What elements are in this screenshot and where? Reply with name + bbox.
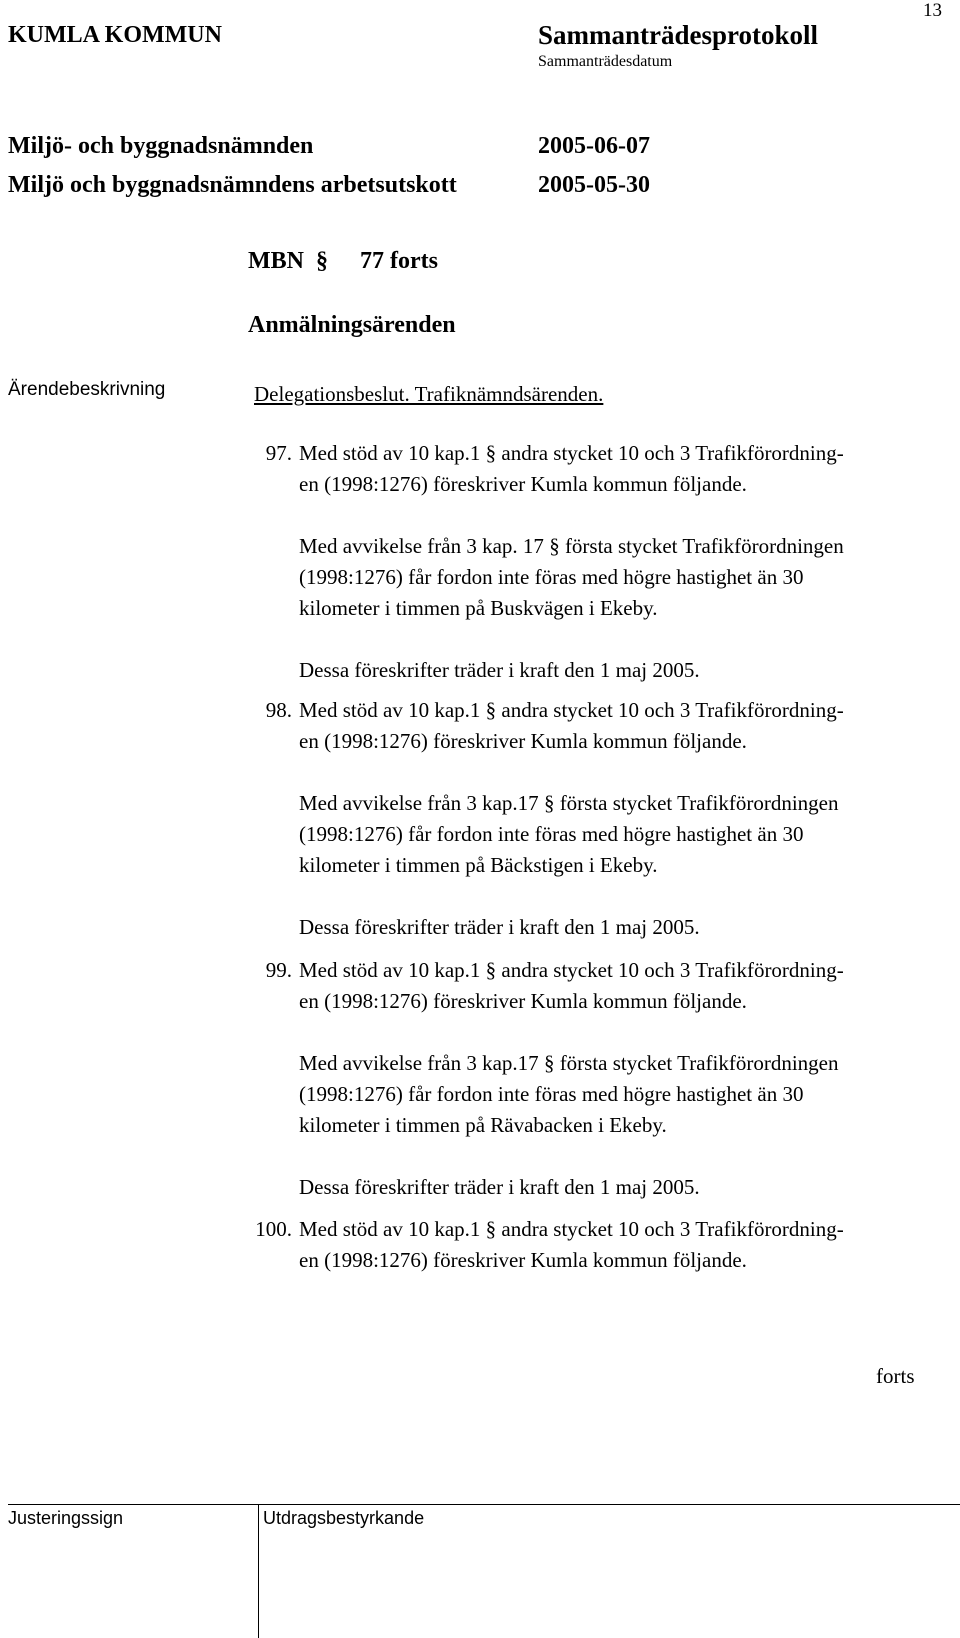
page-number: 13 (923, 0, 942, 21)
body-date-1: 2005-06-07 (538, 133, 650, 159)
subheading-text: Delegationsbeslut. Trafiknämndsärenden. (254, 382, 604, 406)
item-line: Med stöd av 10 kap.1 § andra stycket 10 och 3 Trafikförordning- (299, 441, 844, 465)
item-98 (299, 695, 949, 943)
section-symbol-icon: § (543, 1051, 555, 1075)
ref-number: 77 forts (360, 248, 438, 274)
body-name-1: Miljö- och byggnadsnämnden (8, 133, 314, 159)
item-line: Med stöd av 10 kap.1 § andra stycket 10 och 3 Trafikförordning- (299, 958, 844, 982)
section-symbol-icon: § (485, 1217, 497, 1241)
item-line: en (1998:1276) föreskriver Kumla kommun följande. (299, 989, 747, 1013)
item-line: (1998:1276) får fordon inte föras med högre hastighet än 30 (299, 565, 804, 589)
item-line: en (1998:1276) föreskriver Kumla kommun följande. (299, 472, 747, 496)
item-line: Med stöd av 10 kap.1 § andra stycket 10 och 3 Trafikförordning- (299, 698, 844, 722)
item-number: 98. (265, 698, 292, 722)
item-line: en (1998:1276) föreskriver Kumla kommun följande. (299, 1248, 747, 1272)
item-line: Med stöd av 10 kap.1 § andra stycket 10 och 3 Trafikförordning- (299, 1217, 844, 1241)
footer-right-label: Utdragsbestyrkande (263, 1508, 425, 1528)
org-name: KUMLA KOMMUN (8, 22, 222, 48)
item-line: Med avvikelse från 3 kap.17 § första stycket Trafikförordningen (299, 1051, 839, 1075)
item-line: Dessa föreskrifter träder i kraft den 1 maj 2005. (299, 658, 700, 682)
section-symbol-icon: § (543, 791, 555, 815)
item-number: 99. (265, 958, 292, 982)
item-line: (1998:1276) får fordon inte föras med högre hastighet än 30 (299, 1082, 804, 1106)
item-line: kilometer i timmen på Buskvägen i Ekeby. (299, 596, 658, 620)
item-99 (299, 955, 949, 1203)
item-line: en (1998:1276) föreskriver Kumla kommun följande. (299, 729, 747, 753)
item-line: Dessa föreskrifter träder i kraft den 1 maj 2005. (299, 915, 700, 939)
footer-divider (258, 1504, 259, 1638)
item-100 (299, 1214, 949, 1276)
section-symbol-icon: § (485, 698, 497, 722)
item-number: 100. (255, 1217, 292, 1241)
section-symbol-icon: § (485, 958, 497, 982)
body-date-2: 2005-05-30 (538, 172, 650, 198)
item-line: (1998:1276) får fordon inte föras med högre hastighet än 30 (299, 822, 804, 846)
item-line: Med avvikelse från 3 kap. 17 § första stycket Trafikförordningen (299, 534, 844, 558)
doc-title: Sammanträdesprotokoll (538, 20, 819, 50)
section-ref (248, 248, 438, 275)
body-name-2: Miljö och byggnadsnämndens arbetsutskott (8, 172, 457, 198)
section-title: Anmälningsärenden (248, 312, 456, 338)
section-symbol-icon: § (316, 248, 328, 274)
subheading (254, 382, 603, 407)
item-97 (299, 438, 949, 686)
ref-prefix: MBN (248, 248, 304, 274)
footer-rule (8, 1504, 960, 1505)
footer-left-label: Justeringssign (8, 1508, 124, 1528)
item-line: Med avvikelse från 3 kap.17 § första stycket Trafikförordningen (299, 791, 839, 815)
continued-note: forts (876, 1364, 915, 1388)
section-symbol-icon: § (485, 441, 497, 465)
item-line: kilometer i timmen på Rävabacken i Ekeby. (299, 1113, 667, 1137)
date-label: Sammanträdesdatum (538, 53, 673, 70)
item-line: kilometer i timmen på Bäckstigen i Ekeby. (299, 853, 658, 877)
desc-label: Ärendebeskrivning (8, 379, 166, 400)
section-symbol-icon: § (549, 534, 560, 558)
item-number: 97. (265, 441, 292, 465)
item-line: Dessa föreskrifter träder i kraft den 1 maj 2005. (299, 1175, 700, 1199)
